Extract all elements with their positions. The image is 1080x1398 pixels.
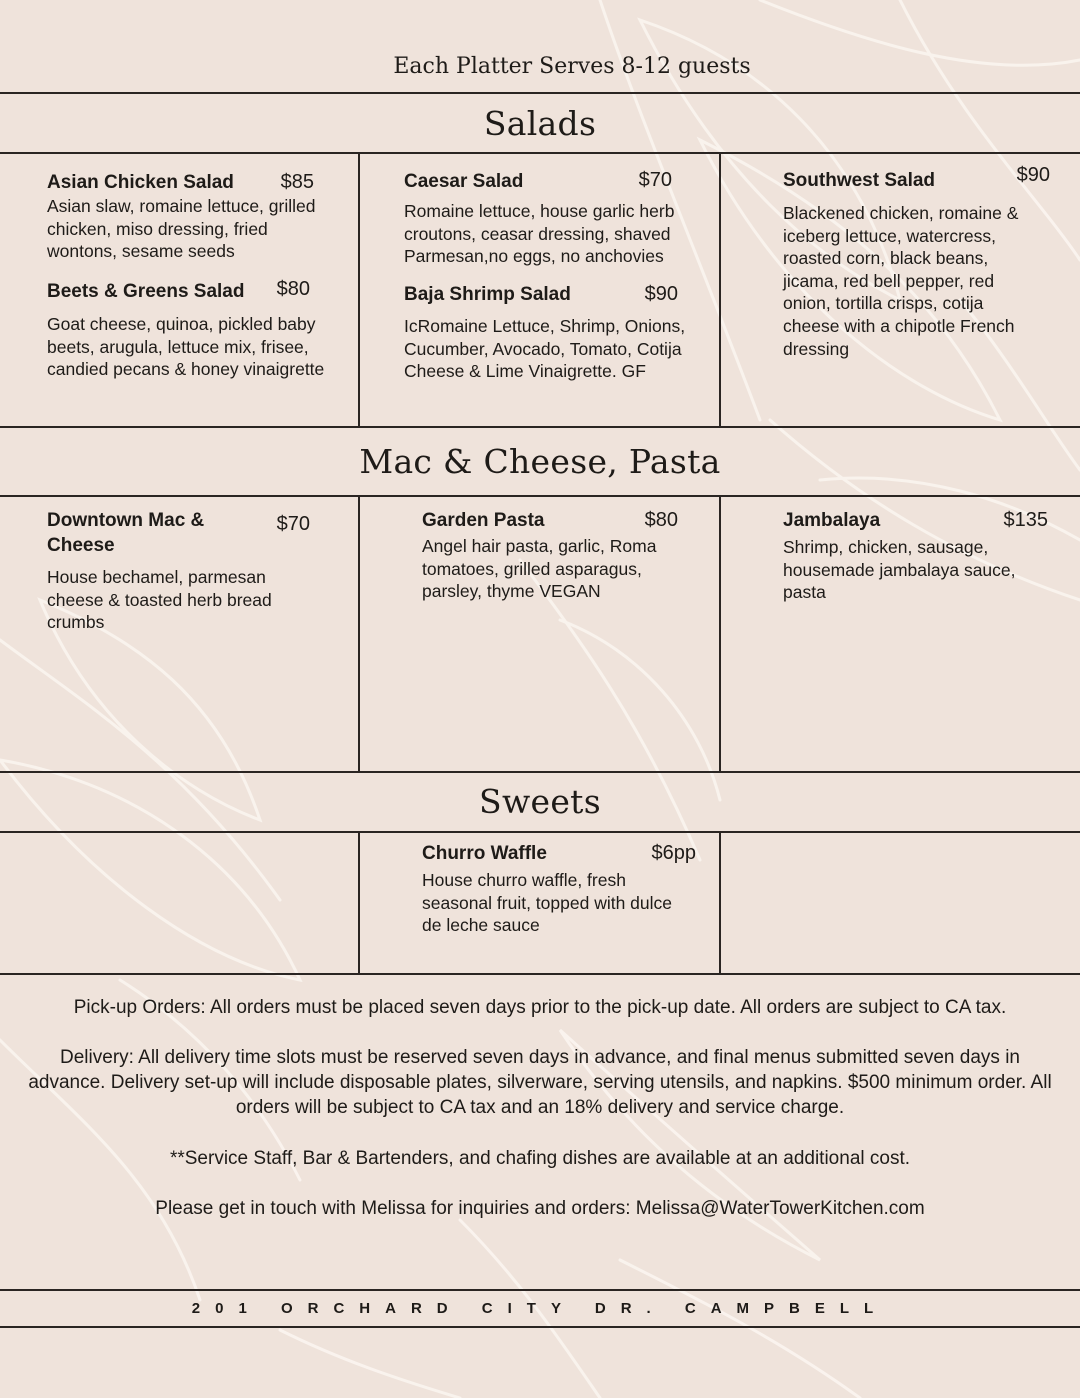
section-title-pasta: Mac & Cheese, Pasta [359,442,721,481]
item-name: Churro Waffle [422,843,547,864]
item-description: Shrimp, chicken, sausage, housemade jambalaya sauce, pasta [783,537,1016,603]
column-divider [358,495,360,772]
item-description: Romaine lettuce, house garlic herb croutons, ceasar dressing, shaved Parmesan,no eggs, no anchovies [404,201,675,267]
item-price: $80 [644,509,678,531]
column-divider [358,831,360,974]
divider [0,1289,1080,1291]
item-price: $135 [1003,509,1048,531]
item-name: Caesar Salad [404,171,524,192]
divider [0,92,1080,94]
item-price: $70 [638,169,672,191]
divider [0,771,1080,773]
column-divider [719,152,721,427]
divider [0,426,1080,428]
item-description: IcRomaine Lettuce, Shrimp, Onions, Cucumber, Avocado, Tomato, Cotija Cheese & Lime Vinaigrette. GF [404,316,686,382]
item-price: $85 [280,171,314,193]
item-name: Downtown Mac & Cheese [47,510,205,556]
section-title-salads: Salads [483,104,597,143]
serves-note: Each Platter Serves 8-12 guests [393,54,751,79]
item-price: $90 [1016,164,1050,186]
item-name: Beets & Greens Salad [47,281,245,302]
divider [0,831,1080,833]
item-description: House bechamel, parmesan cheese & toasted herb bread crumbs [47,567,272,633]
column-divider [719,831,721,974]
item-price: $90 [644,283,678,305]
item-price: $70 [276,513,310,535]
item-description: Goat cheese, quinoa, pickled baby beets, arugula, lettuce mix, frisee, candied pecans & honey vinaigrette [47,314,325,380]
pickup-note: Pick-up Orders: All orders must be placed seven days prior to the pick-up date. All orders are subject to CA tax. [73,997,1007,1018]
column-divider [719,495,721,772]
item-description: Blackened chicken, romaine & iceberg lettuce, watercress, roasted corn, black beans, jicama, red bell pepper, red onion, tortilla crisps, cotija cheese with a chipotle French dressing [783,203,1019,359]
item-name: Jambalaya [783,510,881,531]
item-name: Baja Shrimp Salad [404,284,571,305]
item-description: House churro waffle, fresh seasonal fruit, topped with dulce de leche sauce [422,870,673,936]
delivery-note: Delivery: All delivery time slots must be reserved seven days in advance, and final menus submitted seven days in advance. Delivery set-up will include disposable plates, silverware, serving utensils, and napkins. $500 minimum order. All orders will be subject to CA tax and an 18% delivery and service charge. [28,1047,1052,1118]
divider [0,1326,1080,1328]
item-name: Southwest Salad [783,170,936,191]
item-name: Garden Pasta [422,510,545,531]
column-divider [358,152,360,427]
item-price: $80 [276,278,310,300]
item-name: Asian Chicken Salad [47,172,234,193]
item-description: Asian slaw, romaine lettuce, grilled chicken, miso dressing, fried wontons, sesame seeds [47,196,316,262]
contact-note: Please get in touch with Melissa for inquiries and orders: Melissa@WaterTowerKitchen.com [155,1198,925,1219]
item-price: $6pp [651,842,696,864]
section-title-sweets: Sweets [479,782,601,821]
divider [0,495,1080,497]
footer-address: 201 ORCHARD CITY DR. CAMPBELL [191,1300,889,1317]
divider [0,152,1080,154]
divider [0,973,1080,975]
staff-note: **Service Staff, Bar & Bartenders, and chafing dishes are available at an additional cost. [169,1148,911,1169]
item-description: Angel hair pasta, garlic, Roma tomatoes, grilled asparagus, parsley, thyme VEGAN [422,536,657,602]
